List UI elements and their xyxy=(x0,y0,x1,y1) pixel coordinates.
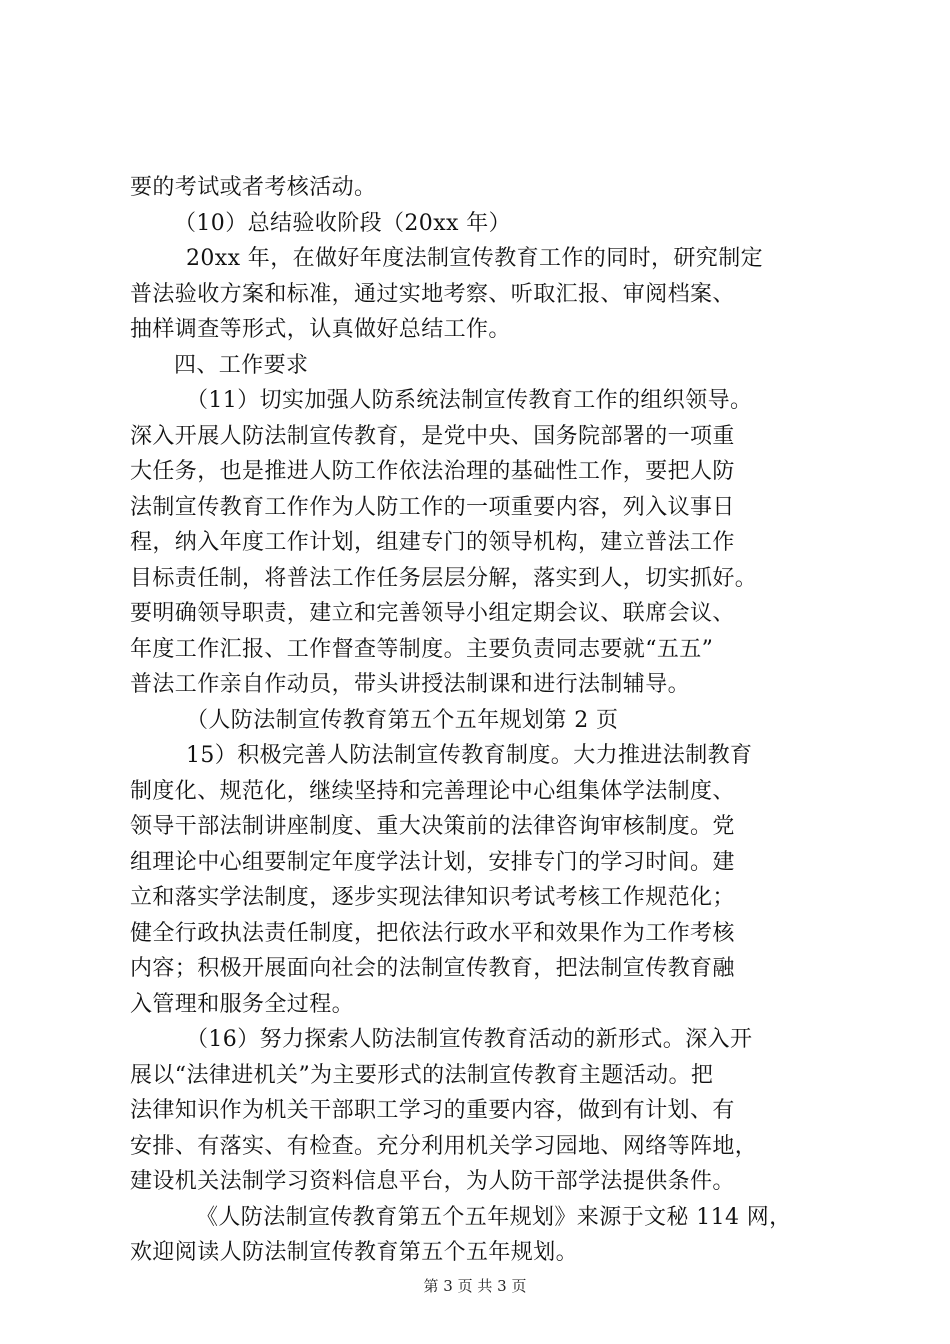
text-line: 建设机关法制学习资料信息平台，为人防干部学法提供条件。 xyxy=(130,1169,735,1194)
text-line: 健全行政执法责任制度，把依法行政水平和效果作为工作考核 xyxy=(130,920,735,946)
text-line: 要明确领导职责，建立和完善领导小组定期会议、联席会议、 xyxy=(130,601,735,626)
text-line: 立和落实学法制度，逐步实现法律知识考试考核工作规范化； xyxy=(130,885,735,910)
text-line: 内容；积极开展面向社会的法制宣传教育，把法制宣传教育融 xyxy=(130,956,735,981)
text-line: 普法验收方案和标准，通过实地考察、听取汇报、审阅档案、 xyxy=(130,281,735,307)
text-line: 目标责任制，将普法工作任务层层分解，落实到人，切实抓好。 xyxy=(130,565,758,591)
text-line: 程，纳入年度工作计划，组建专门的领导机构，建立普法工作 xyxy=(130,530,735,555)
text-line: 年度工作汇报、工作督查等制度。主要负责同志要就“五五” xyxy=(130,636,714,662)
text-line: 《人防法制宣传教育第五个五年规划》来源于文秘 114 网， xyxy=(196,1204,792,1230)
text-line: 领导干部法制讲座制度、重大决策前的法律咨询审核制度。党 xyxy=(130,814,735,839)
document-body xyxy=(130,170,835,1271)
page-footer: 第 3 页 共 3 页 xyxy=(423,1277,527,1295)
section-heading: 四、工作要求 xyxy=(174,352,309,378)
text-line: 法律知识作为机关干部职工学习的重要内容，做到有计划、有 xyxy=(130,1098,735,1123)
text-line: 普法工作亲自作动员，带头讲授法制课和进行法制辅导。 xyxy=(130,672,691,697)
text-line: 入管理和服务全过程。 xyxy=(130,991,355,1017)
text-line: 法制宣传教育工作作为人防工作的一项重要内容，列入议事日 xyxy=(130,494,735,520)
text-line: 要的考试或者考核活动。 xyxy=(130,175,377,200)
text-line: （人防法制宣传教育第五个五年规划第 2 页 xyxy=(186,707,619,733)
text-line: （11）切实加强人防系统法制宣传教育工作的组织领导。 xyxy=(186,388,753,413)
text-line: 大任务，也是推进人防工作依法治理的基础性工作，要把人防 xyxy=(130,459,735,484)
text-line: 15）积极完善人防法制宣传教育制度。大力推进法制教育 xyxy=(186,743,753,768)
text-line: 抽样调查等形式，认真做好总结工作。 xyxy=(130,317,511,342)
text-line: 展以“法律进机关”为主要形式的法制宣传教育主题活动。把 xyxy=(130,1062,714,1088)
text-line: （10）总结验收阶段（20xx 年） xyxy=(174,210,511,236)
text-line: 欢迎阅读人防法制宣传教育第五个五年规划。 xyxy=(130,1240,579,1265)
text-line: 深入开展人防法制宣传教育，是党中央、国务院部署的一项重 xyxy=(130,423,735,449)
text-line: 制度化、规范化，继续坚持和完善理论中心组集体学法制度、 xyxy=(130,778,735,804)
text-line: 20xx 年，在做好年度法制宣传教育工作的同时，研究制定 xyxy=(186,246,764,271)
text-line: 组理论中心组要制定年度学法计划，安排专门的学习时间。建 xyxy=(130,849,735,875)
text-line: 安排、有落实、有检查。充分利用机关学习园地、网络等阵地， xyxy=(130,1133,758,1159)
text-line: （16）努力探索人防法制宣传教育活动的新形式。深入开 xyxy=(186,1027,753,1052)
